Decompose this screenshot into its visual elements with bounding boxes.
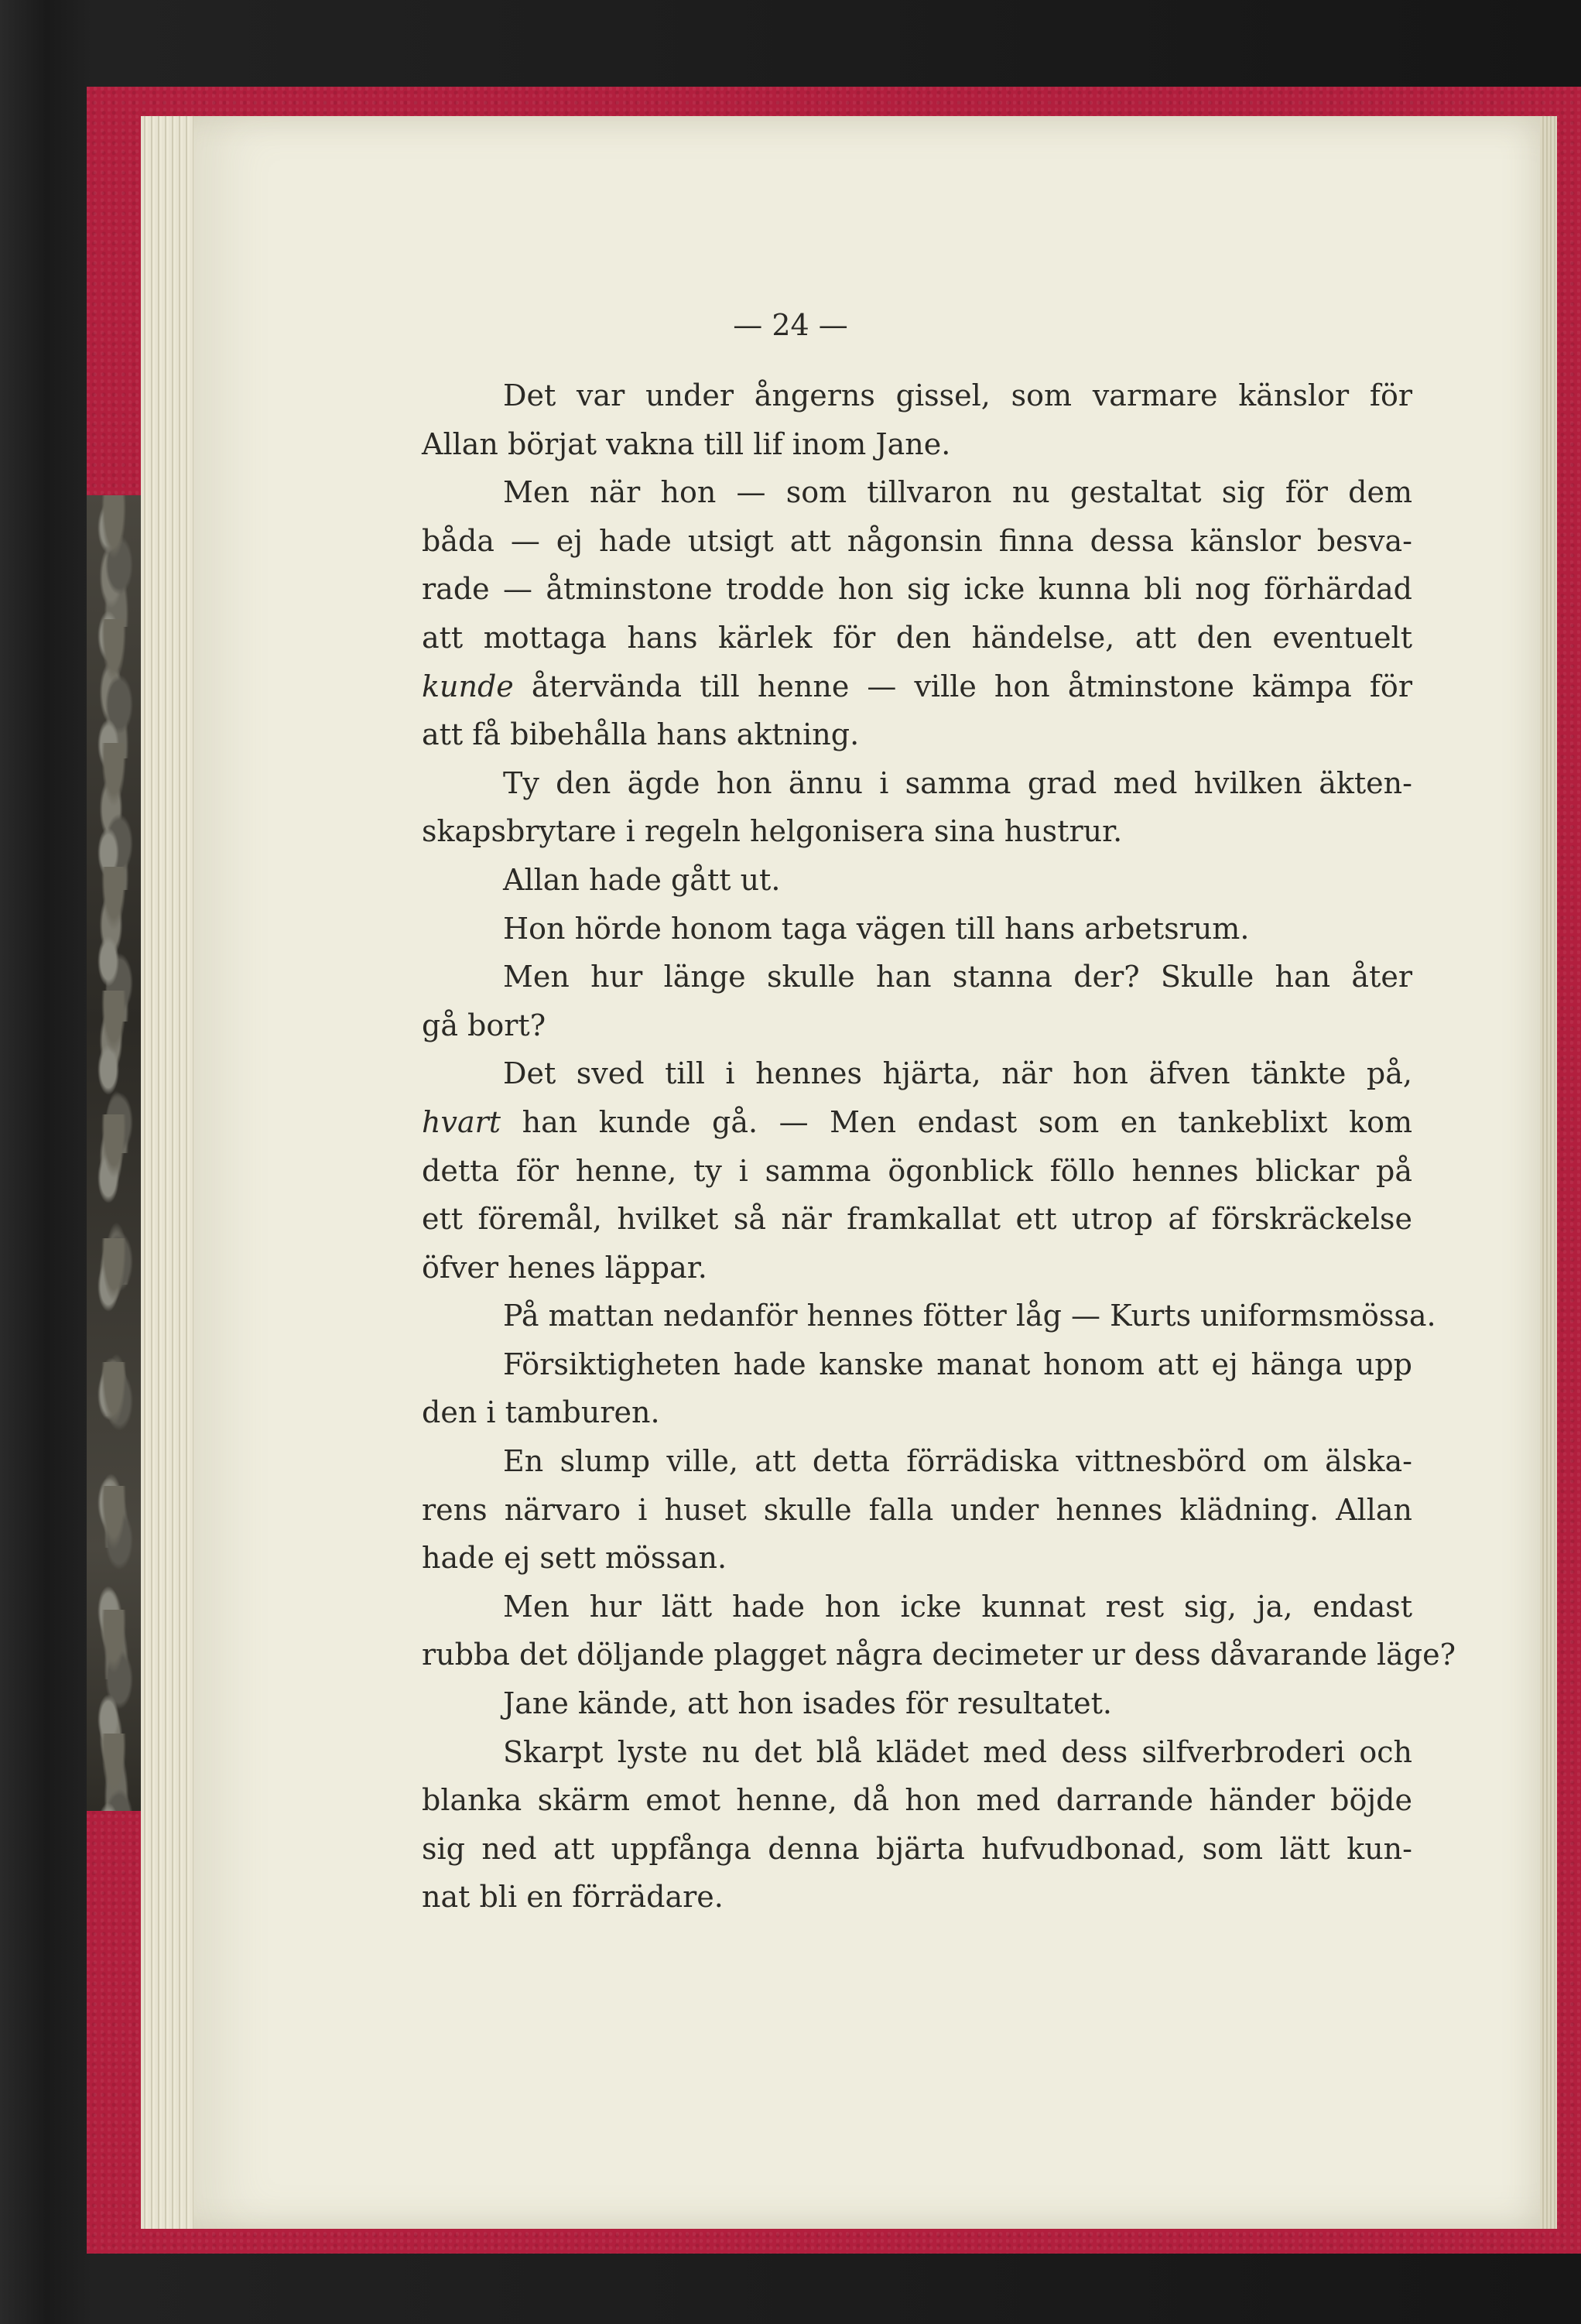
text-line bbox=[422, 1147, 1412, 1196]
text-line-content: skapsbrytare i regeln helgonisera sina hustrur. bbox=[422, 814, 1123, 849]
text-line bbox=[422, 1728, 1412, 1777]
text-line bbox=[422, 565, 1412, 614]
text-line-content: Hon hörde honom taga vägen till hans arbetsrum. bbox=[503, 911, 1250, 946]
text-line bbox=[422, 662, 1412, 711]
text-line-content: Allan hade gått ut. bbox=[503, 862, 781, 897]
text-line bbox=[422, 1873, 1412, 1922]
text-line bbox=[422, 1825, 1412, 1874]
text-line bbox=[422, 953, 1412, 1001]
text-line-content: ett föremål, hvilket så när framkallat ett utrop af förskräckelse bbox=[422, 1202, 1412, 1237]
italic-word: kunde bbox=[422, 669, 514, 703]
text-line-content: den i tamburen. bbox=[422, 1395, 660, 1430]
text-line bbox=[422, 807, 1412, 856]
marbled-endpaper bbox=[87, 495, 141, 1811]
text-line-content: Det var under ångerns gissel, som varmare känslor för bbox=[503, 378, 1412, 412]
text-line-content: På mattan nedanför hennes fötter låg — Kurts uniformsmössa. bbox=[503, 1299, 1436, 1333]
text-line-content: han kunde gå. — Men endast som en tankeblixt kom bbox=[522, 1104, 1412, 1139]
text-line bbox=[422, 517, 1412, 566]
italic-word: hvart bbox=[422, 1104, 501, 1139]
text-line-content: Men hur lätt hade hon icke kunnat rest sig, ja, endast bbox=[503, 1589, 1412, 1624]
text-line-content: Det sved till i hennes hjärta, när hon äfven tänkte på, bbox=[503, 1056, 1412, 1091]
text-line bbox=[422, 1292, 1436, 1340]
text-line bbox=[422, 1437, 1412, 1486]
text-line-content: Försiktigheten hade kanske manat honom att ej hänga upp bbox=[503, 1347, 1412, 1381]
text-line-content: En slump ville, att detta förrädiska vittnesbörd om älska- bbox=[503, 1444, 1412, 1479]
text-line bbox=[422, 1776, 1412, 1825]
text-line-content: båda — ej hade utsigt att någonsin finna dessa känslor besva- bbox=[422, 523, 1412, 558]
page-right-edge bbox=[1540, 116, 1557, 2229]
text-line bbox=[422, 905, 1412, 953]
text-line bbox=[422, 1679, 1412, 1728]
text-line-content: Men hur länge skulle han stanna der? Skulle han åter bbox=[503, 960, 1412, 994]
text-line bbox=[422, 1388, 1412, 1437]
text-line bbox=[422, 1195, 1412, 1244]
text-line-content: Skarpt lyste nu det blå klädet med dess silfverbroderi och bbox=[503, 1734, 1412, 1769]
page-number: — 24 — bbox=[733, 308, 848, 342]
text-line-content: sig ned att uppfånga denna bjärta hufvudbonad, som lätt kun- bbox=[422, 1831, 1412, 1866]
text-line-content: rubba det döljande plagget några decimeter ur dess dåvarande läge? bbox=[422, 1638, 1456, 1672]
text-line bbox=[422, 1340, 1412, 1389]
body-text bbox=[422, 371, 1456, 1922]
text-line bbox=[422, 1583, 1412, 1631]
text-line-content: Allan börjat vakna till lif inom Jane. bbox=[422, 426, 951, 461]
text-line-content: att mottaga hans kärlek för den händelse, att den eventuelt bbox=[422, 620, 1412, 655]
text-line bbox=[422, 710, 1412, 759]
text-line-content: nat bli en förrädare. bbox=[422, 1880, 724, 1915]
text-line-content: detta för henne, ty i samma ögonblick föllo hennes blickar på bbox=[422, 1153, 1412, 1188]
text-line bbox=[422, 371, 1412, 420]
text-line-content: gå bort? bbox=[422, 1008, 546, 1042]
text-line bbox=[422, 1534, 1412, 1583]
text-line bbox=[422, 759, 1412, 808]
text-line bbox=[422, 1098, 1412, 1147]
text-line-content: Men när hon — som tillvaron nu gestaltat sig för dem bbox=[503, 475, 1412, 510]
text-line bbox=[422, 614, 1412, 662]
text-line bbox=[422, 1486, 1412, 1535]
text-line-content: öfver henes läppar. bbox=[422, 1250, 707, 1285]
text-line bbox=[422, 1001, 1412, 1050]
text-line bbox=[422, 1244, 1412, 1292]
text-line-content: blanka skärm emot henne, då hon med darrande händer böjde bbox=[422, 1783, 1412, 1818]
text-line bbox=[422, 1049, 1412, 1098]
text-line-content: att få bibehålla hans aktning. bbox=[422, 717, 860, 752]
text-line bbox=[422, 468, 1412, 517]
text-line-content: Ty den ägde hon ännu i samma grad med hvilken äkten- bbox=[503, 765, 1412, 800]
text-line-content: återvända till henne — ville hon åtminstone kämpa för bbox=[531, 669, 1412, 703]
text-line bbox=[422, 420, 1412, 469]
text-line bbox=[422, 856, 1412, 905]
text-line-content: rade — åtminstone trodde hon sig icke kunna bli nog förhärdad bbox=[422, 572, 1412, 607]
text-line-content: Jane kände, att hon isades för resultatet. bbox=[503, 1686, 1112, 1721]
text-line bbox=[422, 1631, 1456, 1679]
text-line-content: rens närvaro i huset skulle falla under hennes klädning. Allan bbox=[422, 1492, 1412, 1527]
text-line-content: hade ej sett mössan. bbox=[422, 1541, 727, 1576]
